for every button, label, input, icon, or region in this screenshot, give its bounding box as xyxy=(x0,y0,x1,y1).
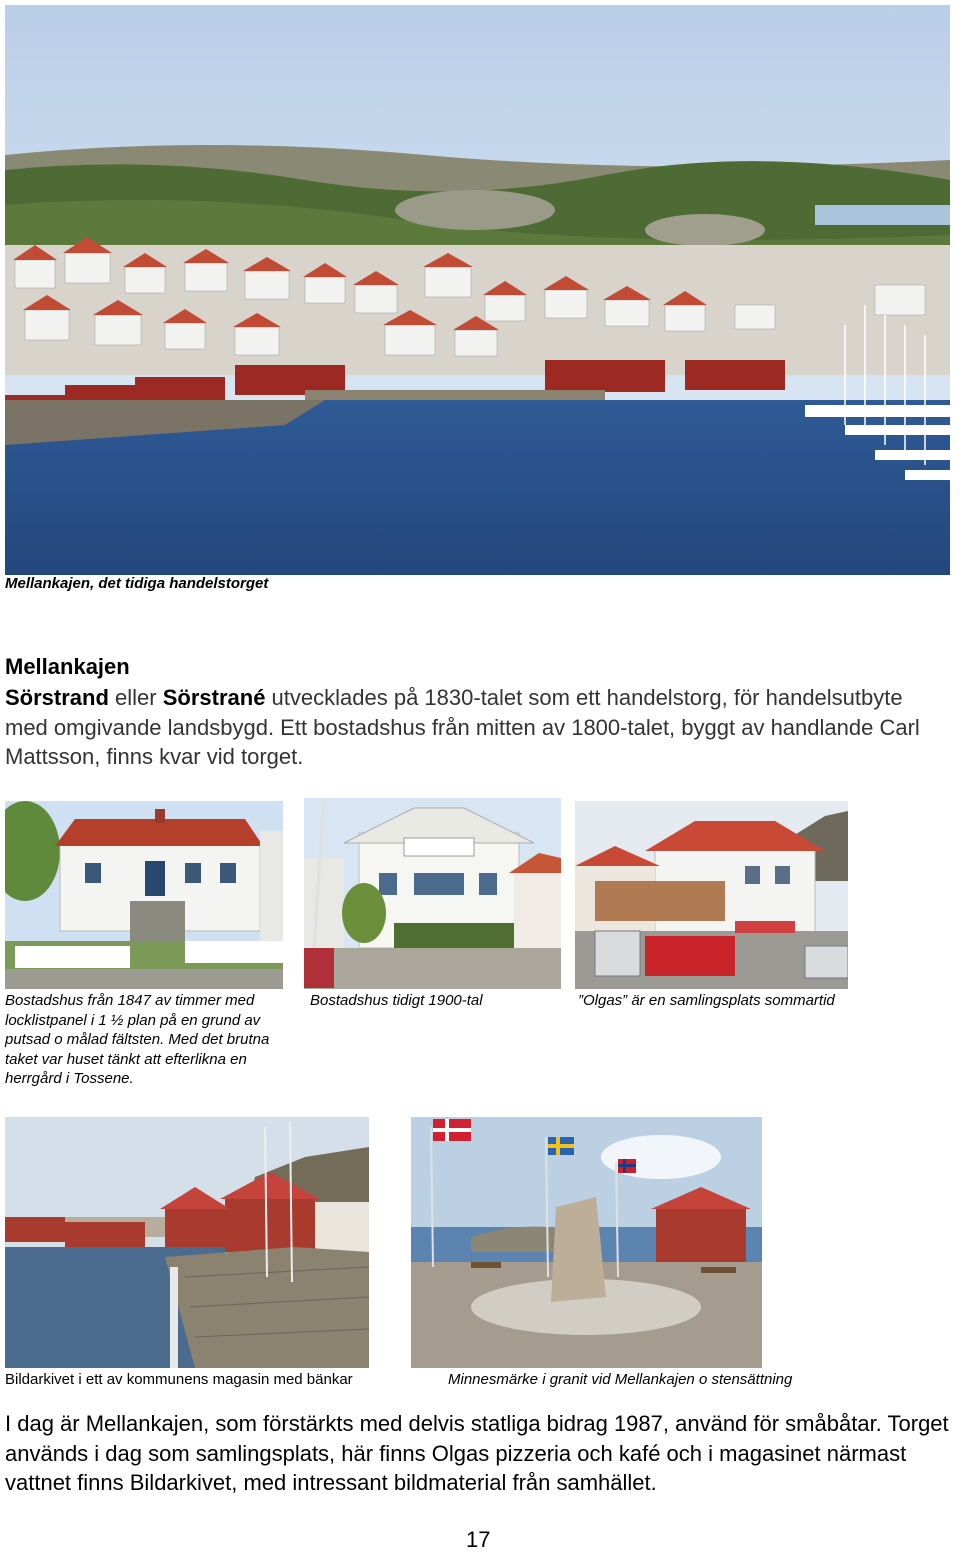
place-name-sorstrane: Sörstrané xyxy=(162,685,266,710)
olgas-caption: ”Olgas” är en samlingsplats sommartid xyxy=(578,992,835,1009)
place-name-sorstrand: Sörstrand xyxy=(5,685,109,710)
outro-paragraph: I dag är Mellankajen, som förstärkts med delvis statliga bidrag 1987, använd för småbåtar. Torget används i dag som samlingsplats, här finns Olgas pizzeria och kafé och i magasinet närmast vattnet finns Bildarkivet, med intressant bildmaterial från samhället. xyxy=(5,1411,949,1495)
monument-caption: Minnesmärke i granit vid Mellankajen o stensättning xyxy=(448,1371,793,1388)
bildarkivet-photo xyxy=(5,1117,369,1368)
house-1900-photo xyxy=(304,798,561,989)
house-1847-caption: Bostadshus från 1847 av timmer med locklistpanel i 1 ½ plan på en grund av putsad o målad fältsten. Med det brutna taket var huset tänkt att efterlikna en herrgård i Tossene. xyxy=(5,992,270,1087)
house-1900-caption: Bostadshus tidigt 1900-tal xyxy=(310,992,483,1009)
harbor-caption: Mellankajen, det tidiga handelstorget xyxy=(5,575,269,592)
house-1847-photo xyxy=(5,801,283,989)
intro-rest: utvecklades på 1830-talet som ett handelstorg, för handelsutbyte med omgivande landsbygd. Ett bostadshus från mitten av 1800-talet, byggt av handlande Carl Mattsson, finns kvar vid torget. xyxy=(5,685,920,769)
intro-paragraph xyxy=(5,683,950,772)
monument-photo xyxy=(411,1117,762,1368)
page-number: 17 xyxy=(466,1527,491,1552)
intro-or: eller xyxy=(108,685,163,710)
bildarkivet-caption: Bildarkivet i ett av kommunens magasin med bänkar xyxy=(5,1371,353,1388)
harbor-photo xyxy=(5,5,950,575)
olgas-photo xyxy=(575,801,848,989)
article-heading: Mellankajen xyxy=(5,654,130,679)
